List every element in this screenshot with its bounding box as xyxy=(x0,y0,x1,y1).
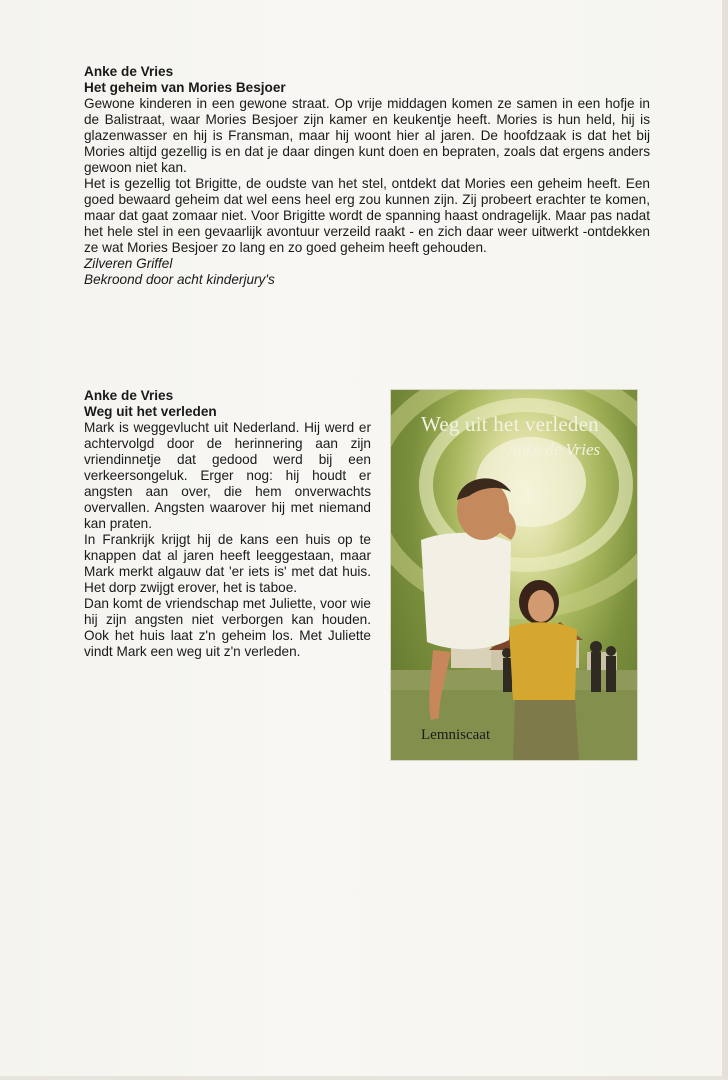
entry-author: Anke de Vries xyxy=(84,388,174,403)
entry-title: Weg uit het verleden xyxy=(84,404,217,419)
entry-paragraph: In Frankrijk krijgt hij de kans een huis op te knappen dat al jaren heeft leeggestaan, maar Mark merkt algauw dat 'er iets is' met dat huis. Het dorp zwijgt erover, het is taboe. xyxy=(84,532,371,595)
entry-author: Anke de Vries xyxy=(84,64,174,79)
entry-title: Het geheim van Mories Besjoer xyxy=(84,80,286,95)
entry-paragraph: Het is gezellig tot Brigitte, de oudste van het stel, ontdekt dat Mories een geheim heeft. Een goed bewaard geheim dat wel eens heel erg zou kunnen zijn. Zij probeert erachter te komen, maar dat gaat zomaar niet. Voor Brigitte wordt de spanning haast ondragelijk. Maar pas nadat het hele stel in een gevaarlijk avontuur verzeild raakt - en zich daar weer uitwerkt -ontdekken ze wat Mories Besjoer zo lang en zo goed geheim heeft gehouden. xyxy=(84,176,650,255)
entry-paragraph: Dan komt de vriendschap met Juliette, voor wie hij zijn angsten niet verborgen kan houden. Ook het huis laat z'n geheim los. Met Juliette vindt Mark een weg uit z'n verleden. xyxy=(84,596,371,659)
cover-publisher: Lemniscaat xyxy=(421,727,491,743)
cover-title: Weg uit het verleden xyxy=(421,412,599,436)
entry-paragraph: Mark is weggevlucht uit Nederland. Hij werd er achtervolgd door de herinnering aan zijn vriendinnetje dat gedood werd bij een verkeersongeluk. Erger nog: hij houdt er angsten aan over, die hem onverwachts overvallen. Angsten waarover hij met niemand kan praten. xyxy=(84,420,371,531)
award-note: Bekroond door acht kinderjury's xyxy=(84,272,275,287)
entry-paragraph: Gewone kinderen in een gewone straat. Op vrije middagen komen ze samen in een hofje in de Balistraat, waar Mories Besjoer zijn kamer en keukentje heeft. Mories is hun held, hij is glazenwasser en hij is Fransman, maar hij woont hier al jaren. De hoofdzaak is dat het bij Mories altijd gezellig is en dat je daar dingen kunt doen en bepraten, zoals dat ergens anders gewoon niet kan. xyxy=(84,96,650,175)
cover-author: Anke de Vries xyxy=(507,440,601,459)
award-note: Zilveren Griffel xyxy=(84,256,173,271)
book-cover-image xyxy=(391,390,637,760)
book-entry-weg-uit-het-verleden xyxy=(84,388,371,660)
book-entry-mories-besjoer xyxy=(84,64,650,288)
